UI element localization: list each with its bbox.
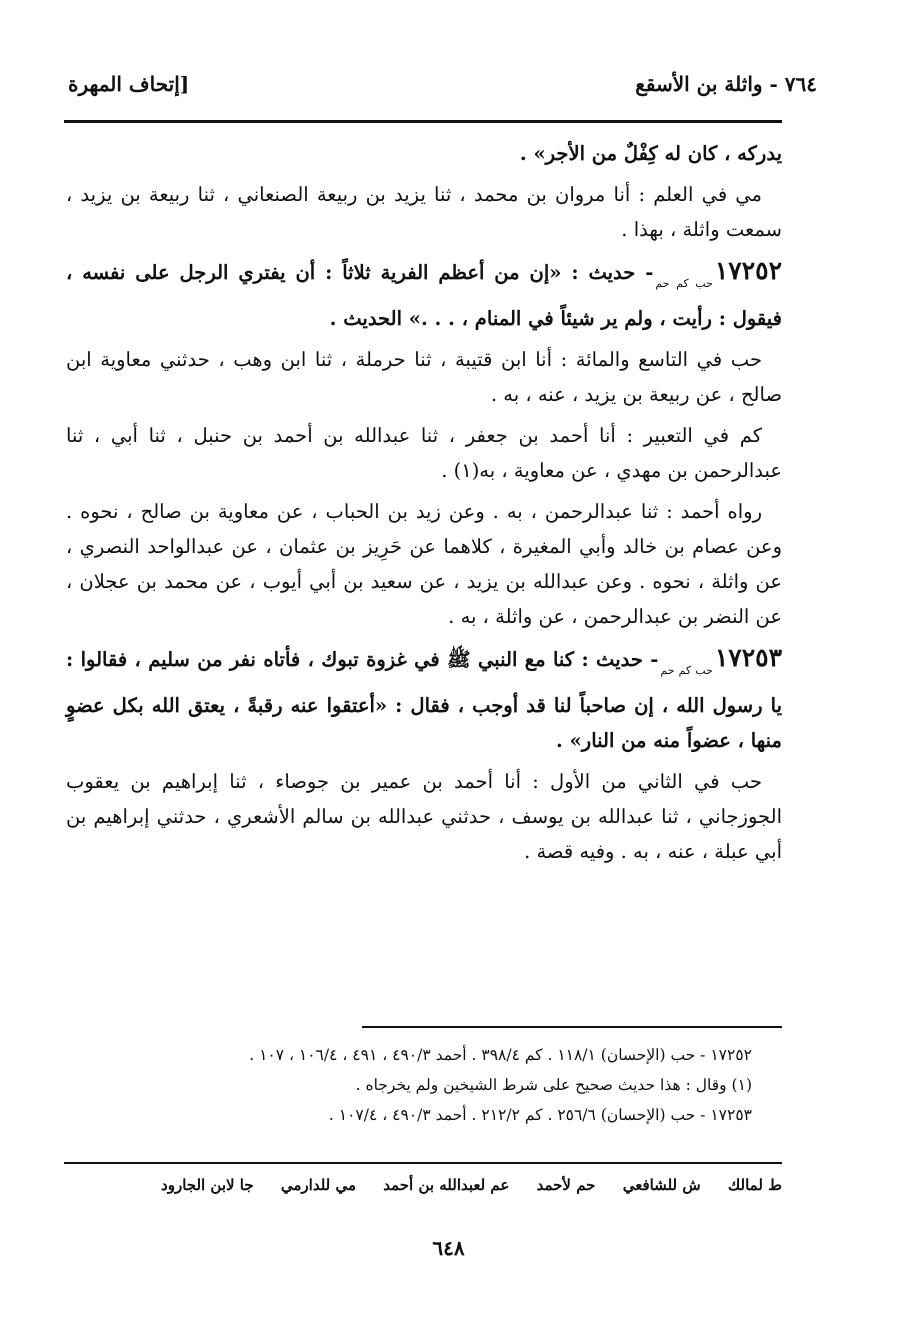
legend-item: ط لمالك (727, 1176, 782, 1194)
hadith-sigla: حب كم حم (655, 277, 713, 290)
running-title: ٧٦٤ - واثلة بن الأسقع (635, 72, 817, 96)
hadith-text: - حديث : «إن من أعظم الفرية ثلاثاً : أن يفتري الرجل على نفسه ، فيقول : رأيت ، ولم ير شيئاً في المنام ، . . .» الحديث . (66, 261, 782, 330)
paragraph-ahmad: رواه أحمد : ثنا عبدالرحمن ، به . وعن زيد بن الحباب ، عن معاوية بن صالح ، نحوه . وعن عصام بن خالد وأبي المغيرة ، كلاهما عن حَرِيز بن عثمان ، عن عبدالواحد النصري ، عن واثلة ، نحوه . وعن عبدالله بن يزيد ، عن سعيد بن أبي أيوب ، عن محمد بن عجلان ، عن النضر بن عبدالرحمن ، عن واثلة ، به . (66, 500, 782, 628)
legend-item: مي للدارمي (280, 1176, 356, 1194)
paragraph-continuation: يدركه ، كان له كِفْلٌ من الأجر» . (519, 142, 782, 165)
paragraph-darimi: مي في العلم : أنا مروان بن محمد ، ثنا يزيد بن ربيعة الصنعاني ، ثنا ربيعة بن يزيد ، سمعت واثلة ، بهذا . (66, 183, 782, 241)
page-number: ٦٤٨ (432, 1236, 465, 1260)
footnote-rule (362, 1026, 782, 1028)
legend-item: ش للشافعي (622, 1176, 701, 1194)
legend-rule (64, 1162, 782, 1164)
footnote: (١) وقال : هذا حديث صحيح على شرط الشيخين ولم يخرجاه . (355, 1076, 752, 1094)
legend-item: جا لابن الجارود (161, 1176, 254, 1194)
footnotes (66, 1040, 782, 1130)
paragraph-ibn-hibban: حب في التاسع والمائة : أنا ابن قتيبة ، ثنا حرملة ، ثنا ابن وهب ، حدثني معاوية ابن صالح ، عن ربيعة بن يزيد ، عنه ، به . (66, 348, 782, 406)
legend-item: عم لعبدالله بن أحمد (383, 1176, 510, 1194)
footnote: ١٧٢٥٣ - حب (الإحسان) ٢٥٦/٦ . كم ٢١٢/٢ . أحمد ٤٩٠/٣ ، ١٠٧/٤ . (328, 1106, 752, 1124)
hadith-sigla: حب كم حم (660, 664, 713, 677)
main-text (66, 136, 782, 875)
hadith-text: - حديث : كنا مع النبي ﷺ في غزوة تبوك ، فأتاه نفر من سليم ، فقالوا : يا رسول الله ، إن صاحباً لنا قد أوجب ، فقال : «أعتقوا عنه رقبةً ، يعتق الله بكل عضوٍ منها ، عضواً منه من النار» . (66, 648, 782, 752)
paragraph-ibn-hibban-2: حب في الثاني من الأول : أنا أحمد بن عمير بن جوصاء ، ثنا إبراهيم بن يعقوب الجوزجاني ، ثنا عبدالله بن يوسف ، حدثني عبدالله بن سالم الأشعري ، حدثني إبراهيم بن أبي عبلة ، عنه ، به . وفيه قصة . (66, 770, 782, 863)
hadith-entry-17253 (66, 640, 782, 758)
sigla-legend (66, 1176, 782, 1194)
header-rule (64, 120, 782, 123)
hadith-number: ١٧٢٥٢ (714, 256, 782, 285)
paragraph-hakim: كم في التعبير : أنا أحمد بن جعفر ، ثنا عبدالله بن أحمد بن حنبل ، ثنا أبي ، ثنا عبدالرحمن بن مهدي ، عن معاوية ، به(١) . (66, 424, 782, 482)
footnote: ١٧٢٥٢ - حب (الإحسان) ١١٨/١ . كم ٣٩٨/٤ . أحمد ٤٩٠/٣ ، ٤٩١ ، ١٠٦/٤ ، ١٠٧ . (249, 1046, 752, 1064)
hadith-entry-17252 (66, 253, 782, 336)
hadith-number: ١٧٢٥٣ (714, 643, 782, 672)
book-title: [إتحاف المهرة (68, 72, 190, 96)
legend-item: حم لأحمد (536, 1176, 596, 1194)
